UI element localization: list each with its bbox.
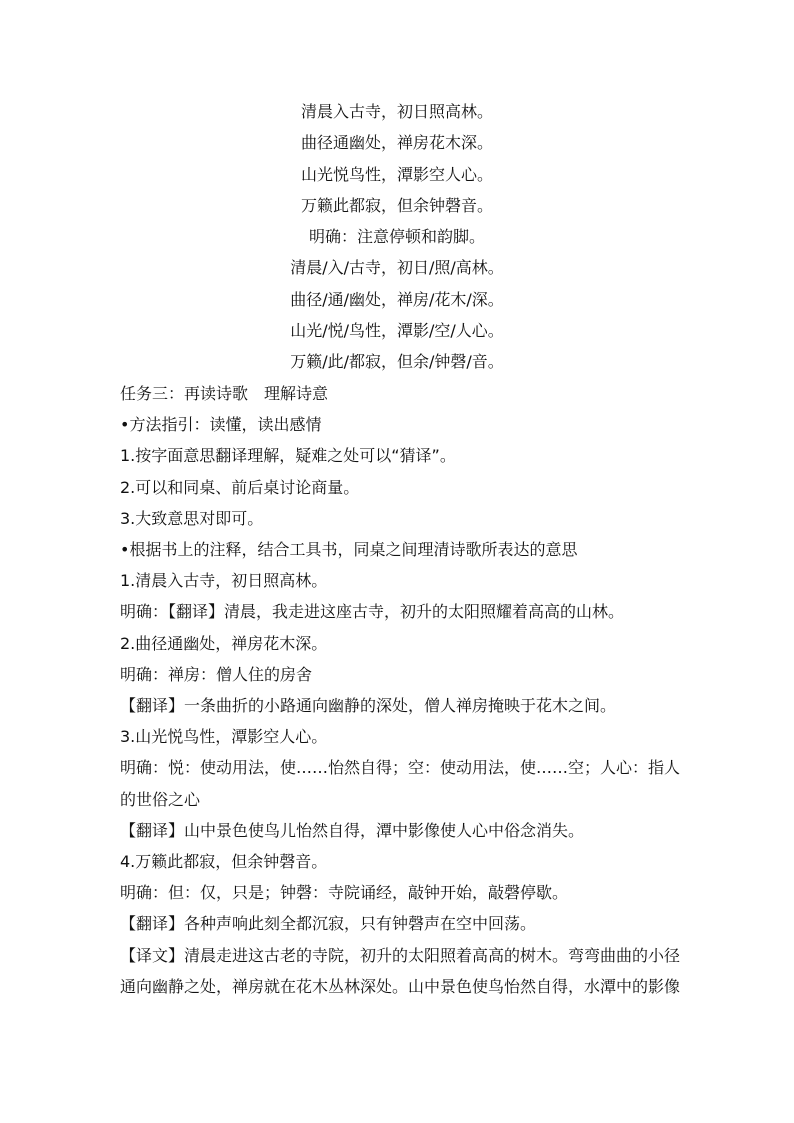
poem-note: 明确：注意停顿和韵脚。 (308, 227, 485, 247)
poem-pause-line: 清晨/入/古寺，初日/照/高林。 (290, 258, 504, 278)
poem-pause-line: 山光/悦/鸟性，潭影/空/人心。 (290, 321, 504, 341)
verse-item: 3.山光悦鸟性，潭影空人心。 (120, 727, 328, 747)
verse-item: 4.万籁此都寂，但余钟磬音。 (120, 852, 328, 872)
poem-line: 曲径通幽处，禅房花木深。 (300, 133, 493, 153)
translation: 【翻译】山中景色使鸟儿怡然自得，潭中影像使人心中俗念消失。 (120, 820, 585, 840)
task-heading: 任务三：再读诗歌 理解诗意 (120, 384, 329, 403)
explanation: 明确：悦：使动用法，使……怡然自得；空：使动用法，使……空；人心：指人的世俗之心 (120, 758, 681, 809)
poem-pause-line: 万籁/此/都寂，但余/钟磬/音。 (290, 352, 504, 372)
verse-item: 2.曲径通幽处，禅房花木深。 (120, 633, 328, 653)
list-item: 1.按字面意思翻译理解，疑难之处可以“猜译”。 (120, 446, 456, 466)
bullet-instruction: •根据书上的注释，结合工具书，同桌之间理清诗歌所表达的意思 (120, 540, 578, 560)
explanation: 明确：但：仅，只是；钟磬：寺院诵经，敲钟开始，敲磬停歇。 (120, 883, 569, 903)
full-translation: 【译文】清晨走进这古老的寺院，初升的太阳照着高高的树木。弯弯曲曲的小径通向幽静之处，禅房就在花木丛林深处。山中景色使鸟怡然自得，水潭中的影像 (120, 945, 681, 996)
translation: 【翻译】各种声响此刻全都沉寂，只有钟磬声在空中回荡。 (120, 914, 537, 934)
poem-block (0, 96, 794, 378)
poem-line: 山光悦鸟性，潭影空人心。 (300, 164, 493, 184)
translation: 【翻译】一条曲折的小路通向幽静的深处，僧人禅房掩映于花木之间。 (120, 696, 617, 716)
list-item: 3.大致意思对即可。 (120, 508, 264, 528)
body-text (120, 378, 680, 1002)
poem-pause-line: 曲径/通/幽处，禅房/花木/深。 (290, 289, 504, 309)
list-item: 2.可以和同桌、前后桌讨论商量。 (120, 477, 360, 497)
verse-item: 1.清晨入古寺，初日照高林。 (120, 571, 328, 591)
poem-line: 清晨入古寺，初日照高林。 (300, 102, 493, 121)
bullet-method: •方法指引：读懂，读出感情 (120, 415, 322, 435)
explanation: 明确：【翻译】清晨，我走进这座古寺，初升的太阳照耀着高高的山林。 (120, 602, 625, 622)
poem-line: 万籁此都寂，但余钟磬音。 (300, 195, 493, 215)
explanation: 明确：禅房：僧人住的房舍 (120, 664, 313, 684)
